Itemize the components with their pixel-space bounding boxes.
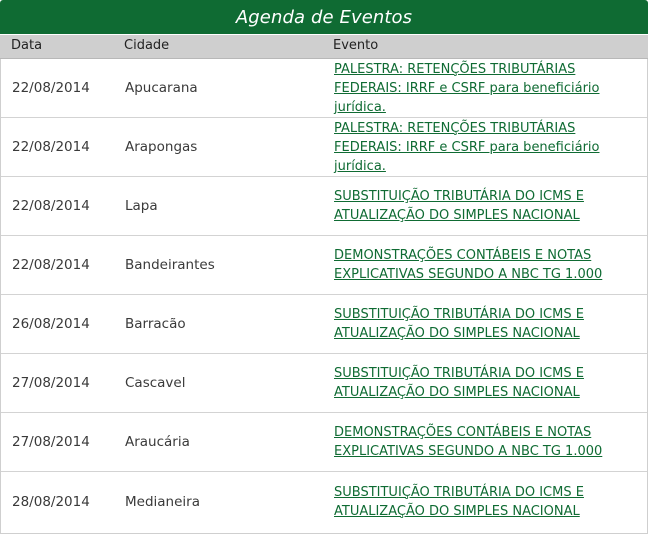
- table-row: [1, 118, 647, 177]
- event-date: 27/08/2014: [12, 375, 90, 391]
- table-row: [1, 236, 647, 295]
- table-row: [1, 177, 647, 236]
- event-link[interactable]: PALESTRA: RETENÇÕES TRIBUTÁRIAS FEDERAIS: IRRF e CSRF para beneficiário jurídica.: [334, 120, 600, 174]
- table-row: [1, 295, 647, 354]
- title-bar: [0, 0, 648, 34]
- event-cell: [334, 295, 634, 353]
- event-link[interactable]: SUBSTITUIÇÃO TRIBUTÁRIA DO ICMS E ATUALIZAÇÃO DO SIMPLES NACIONAL: [334, 307, 584, 341]
- event-city: Apucarana: [125, 80, 198, 96]
- event-date: 22/08/2014: [12, 139, 90, 155]
- event-cell: [334, 354, 634, 412]
- event-city: Bandeirantes: [125, 257, 215, 273]
- page-title: Agenda de Eventos: [235, 6, 413, 28]
- event-cell: [334, 59, 634, 117]
- column-header-date: Data: [11, 38, 43, 53]
- table-header: [0, 35, 648, 59]
- event-link[interactable]: PALESTRA: RETENÇÕES TRIBUTÁRIAS FEDERAIS: IRRF e CSRF para beneficiário jurídica.: [334, 61, 600, 115]
- event-cell: [334, 177, 634, 235]
- column-header-city: Cidade: [124, 38, 170, 53]
- event-date: 22/08/2014: [12, 198, 90, 214]
- table-row: [1, 59, 647, 118]
- event-date: 28/08/2014: [12, 493, 90, 510]
- event-cell: [334, 118, 634, 176]
- event-cell: [334, 413, 634, 471]
- column-header-event: Evento: [333, 38, 379, 53]
- event-city: Cascavel: [125, 375, 186, 391]
- event-cell: [334, 472, 634, 531]
- event-city: Lapa: [125, 198, 158, 214]
- event-city: Araucária: [125, 434, 190, 450]
- event-link[interactable]: DEMONSTRAÇÕES CONTÁBEIS E NOTAS EXPLICATIVAS SEGUNDO A NBC TG 1.000: [334, 248, 603, 282]
- event-date: 27/08/2014: [12, 434, 90, 450]
- event-date: 22/08/2014: [12, 80, 90, 96]
- events-table-body: [0, 59, 648, 534]
- event-city: Barracão: [125, 316, 186, 332]
- event-date: 22/08/2014: [12, 257, 90, 273]
- event-city: Medianeira: [125, 493, 200, 510]
- table-row: [1, 472, 647, 531]
- table-row: [1, 354, 647, 413]
- event-link[interactable]: SUBSTITUIÇÃO TRIBUTÁRIA DO ICMS E ATUALIZAÇÃO DO SIMPLES NACIONAL: [334, 484, 584, 519]
- event-link[interactable]: SUBSTITUIÇÃO TRIBUTÁRIA DO ICMS E ATUALIZAÇÃO DO SIMPLES NACIONAL: [334, 366, 584, 400]
- event-link[interactable]: DEMONSTRAÇÕES CONTÁBEIS E NOTAS EXPLICATIVAS SEGUNDO A NBC TG 1.000: [334, 425, 603, 459]
- table-row: [1, 413, 647, 472]
- event-cell: [334, 236, 634, 294]
- event-date: 26/08/2014: [12, 316, 90, 332]
- event-city: Arapongas: [125, 139, 198, 155]
- event-link[interactable]: SUBSTITUIÇÃO TRIBUTÁRIA DO ICMS E ATUALIZAÇÃO DO SIMPLES NACIONAL: [334, 189, 584, 223]
